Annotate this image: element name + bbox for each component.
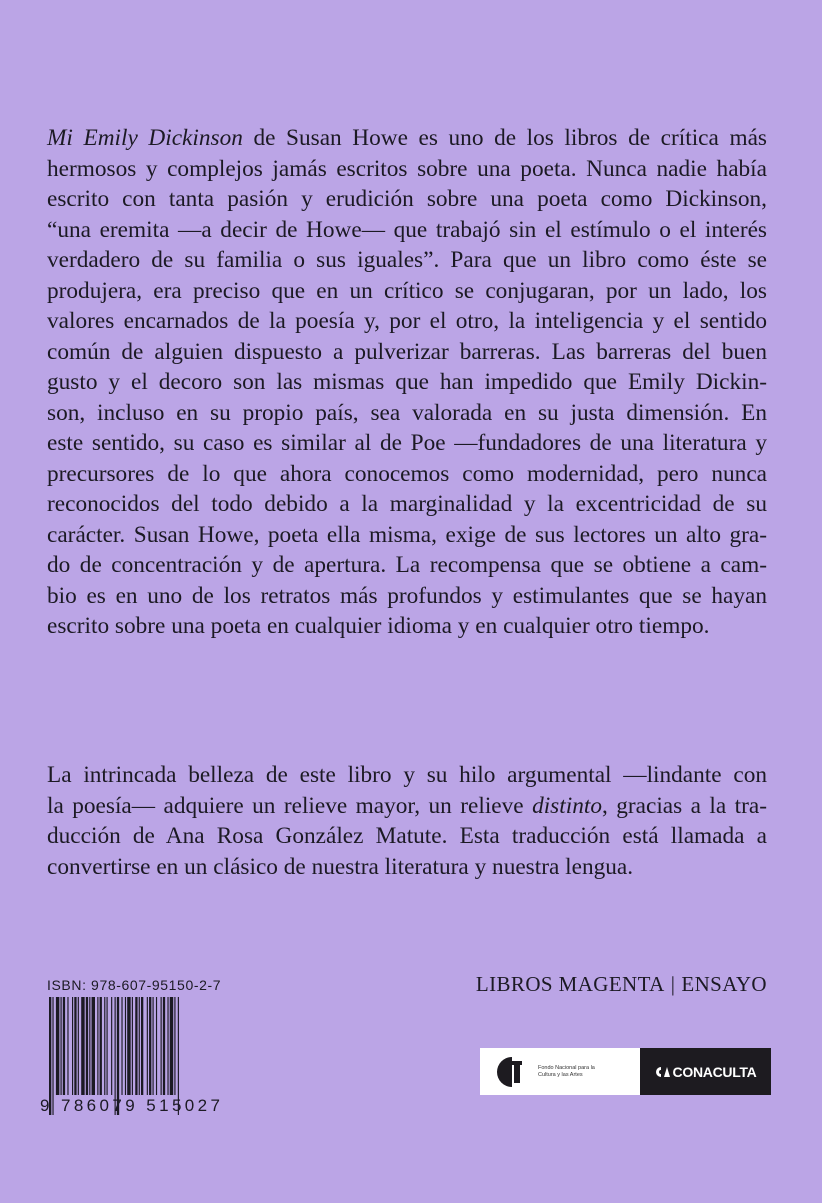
barcode-bar	[89, 997, 90, 1095]
blurb-line: verdadero de su familia o sus iguales”. Para que un libro como éste se	[47, 247, 767, 273]
barcode-bar	[156, 997, 157, 1095]
imprint-separator: |	[670, 972, 676, 996]
blurb-line: común de alguien dispuesto a pulverizar barreras. Las barreras del buen	[47, 338, 767, 365]
series-name: ENSAYO	[681, 972, 767, 996]
barcode-bar	[56, 997, 59, 1095]
blurb-line: “una eremita —a decir de Howe— que trabajó sin el estímulo o el interés	[47, 216, 767, 243]
barcode-bar	[149, 997, 151, 1095]
book-title: Mi Emily Dickinson	[47, 125, 243, 151]
blurb-line: valores encarnados de la poesía y, por el otro, la inteligencia y el sentido	[47, 308, 767, 334]
blurb-paragraph-1	[47, 123, 767, 642]
barcode-bar	[170, 997, 173, 1095]
barcode-bar	[81, 997, 84, 1095]
barcode-bar	[132, 997, 133, 1095]
fonca-mark-icon	[492, 1055, 532, 1089]
barcode-bar	[104, 997, 105, 1095]
barcode-bar	[97, 997, 98, 1095]
barcode-bar	[125, 997, 126, 1095]
blurb-line: produjera, era preciso que en un crítico se conjugaran, por un lado, los	[47, 277, 767, 304]
barcode-bar	[107, 997, 108, 1095]
publisher-imprint	[476, 972, 767, 997]
conaculta-mark-icon	[655, 1066, 671, 1078]
blurb-line: reconocidos del todo debido a la marginalidad y la excentricidad de su	[47, 491, 767, 517]
blurb-line	[47, 791, 767, 822]
barcode-bar	[163, 997, 165, 1095]
line-text: , gracias a la tra-	[601, 792, 767, 819]
barcode-bar	[161, 997, 162, 1095]
blurb-paragraph-2	[47, 760, 767, 882]
blurb-line: convertirse en un clásico de nuestra literatura y nuestra lengua.	[47, 853, 634, 880]
blurb-line: escrito con tanta pasión y erudición sobre una poeta como Dickinson,	[47, 186, 767, 212]
blurb-line	[47, 123, 767, 154]
barcode-bar	[92, 997, 95, 1095]
barcode-bar	[174, 997, 175, 1095]
blurb-line: hermosos y complejos jamás escritos sobre una poeta. Nunca nadie había	[47, 155, 767, 182]
barcode-bar	[67, 997, 68, 1095]
barcode-bar	[74, 997, 76, 1095]
italic-text: distinto	[532, 792, 602, 819]
fonca-text: Fondo Nacional para la Cultura y las Artes	[538, 1065, 595, 1078]
barcode-bar	[135, 997, 137, 1095]
barcode-bar	[147, 997, 148, 1095]
blurb-line: son, incluso en su propio país, sea valorada en su justa dimensión. En	[47, 399, 767, 426]
barcode-bar	[127, 997, 130, 1095]
barcode-bar	[72, 997, 73, 1095]
blurb-line: bio es en uno de los retratos más profundos y estimulantes que se hayan	[47, 582, 767, 609]
barcode-bar	[78, 997, 79, 1095]
barcode-bar	[63, 997, 65, 1095]
barcode-bar	[61, 997, 62, 1095]
publisher-name: LIBROS MAGENTA	[475, 972, 665, 996]
blurb-line: este sentido, su caso es similar al de Poe —fundadores de una literatura y	[47, 430, 767, 456]
fonca-logo	[480, 1048, 640, 1095]
blurb-line: La intrincada belleza de este libro y su hilo argumental —lindante con	[47, 762, 767, 788]
blurb-line: do de concentración y de apertura. La recompensa que se obtiene a cam-	[47, 552, 767, 578]
line-text: de Susan Howe es uno de los libros de crítica más	[242, 125, 767, 151]
blurb-line: carácter. Susan Howe, poeta ella misma, exige de sus lectores un alto gra-	[47, 521, 767, 548]
barcode-bar	[121, 997, 122, 1095]
blurb-line: precursores de lo que ahora conocemos como modernidad, pero nunca	[47, 460, 767, 487]
line-text: la poesía— adquiere un relieve mayor, un relieve	[47, 792, 533, 819]
barcode-bar	[100, 997, 102, 1095]
isbn-label: ISBN: 978-607-95150-2-7	[47, 977, 222, 993]
barcode-bar	[167, 997, 168, 1095]
barcode-bar	[139, 997, 140, 1095]
blurb-line: gusto y el decoro son las mismas que han impedido que Emily Dickin-	[47, 369, 767, 395]
barcode-digits: 9 786079 515027	[40, 1096, 224, 1115]
blurb-line: escrito sobre una poeta en cualquier idioma y en cualquier otro tiempo.	[47, 613, 710, 639]
barcode-bar	[153, 997, 154, 1095]
barcode-bar	[111, 997, 112, 1095]
blurb-line: ducción de Ana Rosa González Matute. Esta traducción está llamada a	[47, 823, 767, 849]
barcode-bar	[141, 997, 143, 1095]
sponsor-logos	[480, 1048, 771, 1095]
conaculta-text: CONACULTA	[672, 1063, 757, 1080]
conaculta-logo	[640, 1048, 771, 1095]
barcode-bar	[86, 997, 88, 1095]
